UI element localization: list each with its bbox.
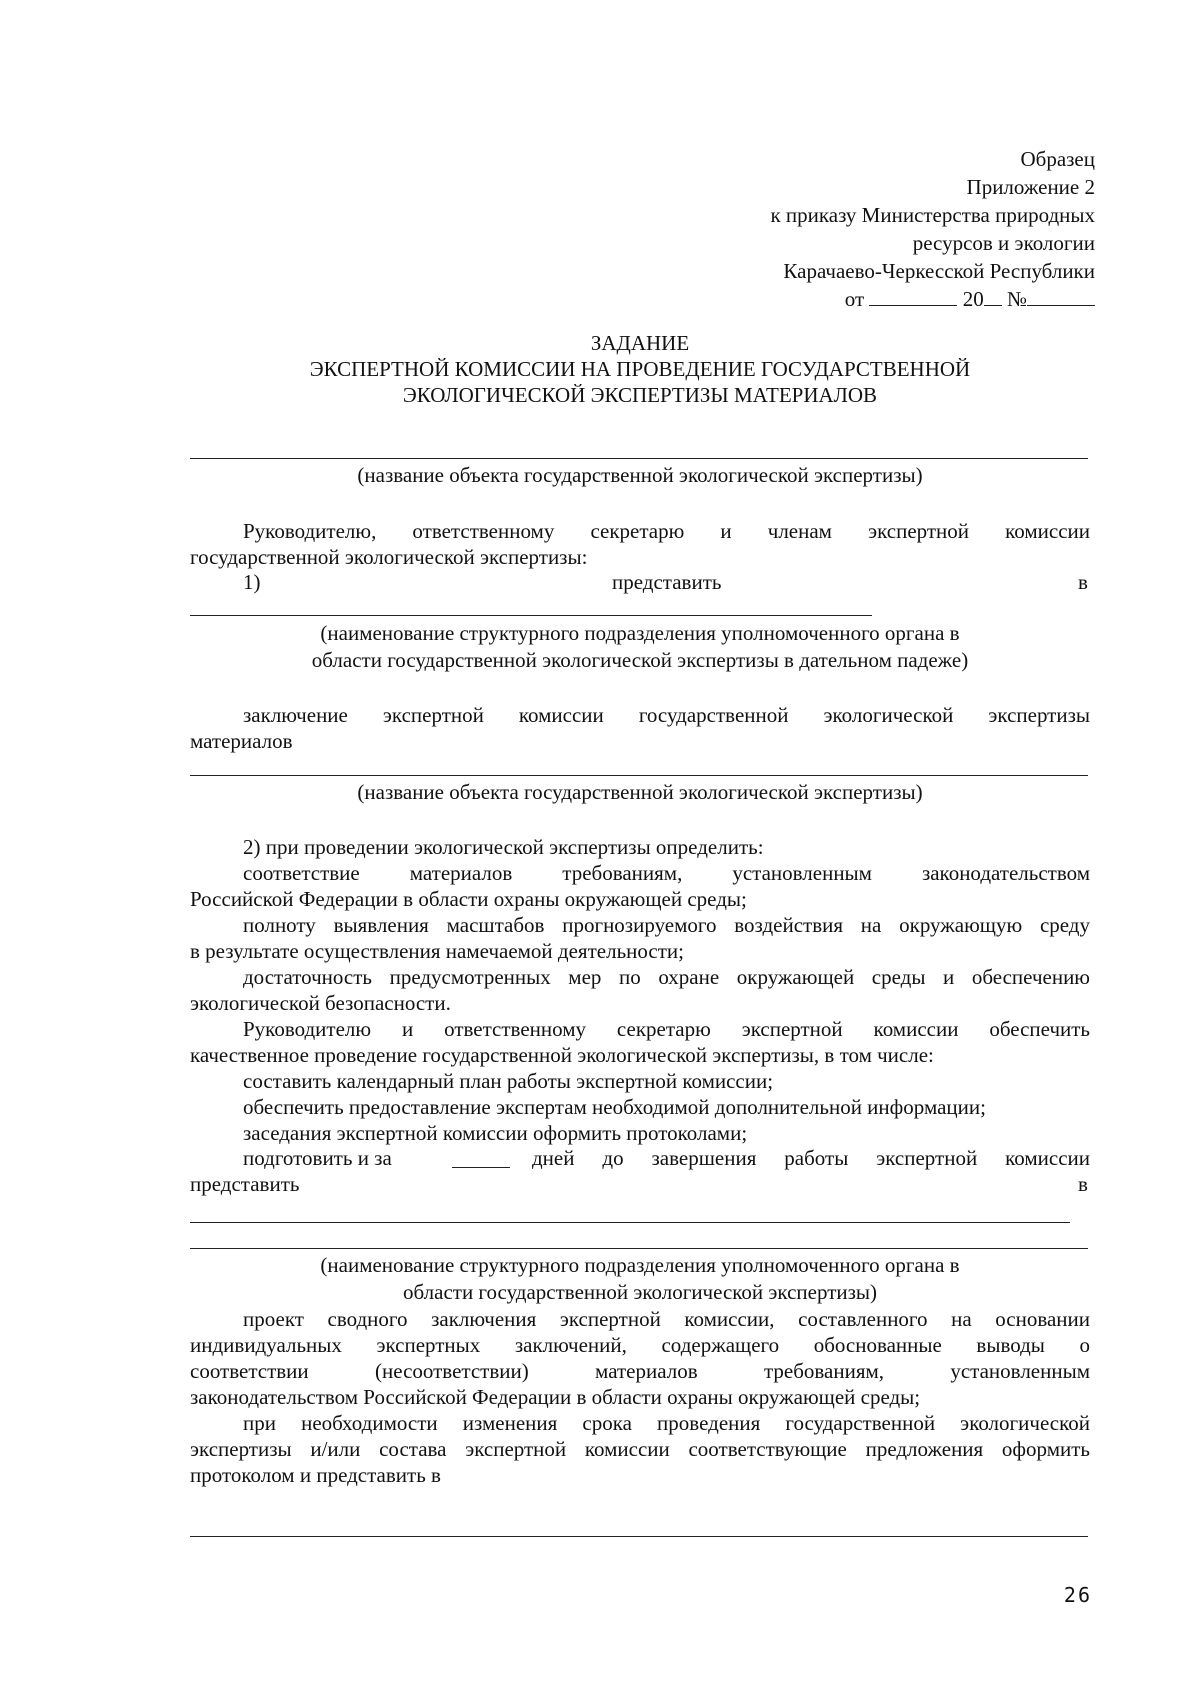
object-name-blank-1[interactable] — [190, 458, 1088, 459]
item-2-a-line-1: соответствие материалов требованиям, установленным законодательством — [243, 861, 1090, 885]
addressee-line-1: Руководителю, ответственному секретарю и членам экспертной комиссии — [243, 519, 1090, 543]
draft-line-2: индивидуальных экспертных заключений, содержащего обоснованные выводы о — [190, 1333, 1090, 1357]
division-caption-1-line-2: области государственной экологической экспертизы в дательном падеже) — [311, 648, 969, 672]
item-2-c-line-1: достаточность предусмотренных мер по охране окружающей среды и обеспечению — [243, 965, 1090, 989]
duty-d-line-2: представить — [190, 1172, 300, 1196]
item-1-number: 1) — [243, 570, 261, 594]
division-blank-1[interactable] — [190, 615, 872, 616]
division-blank-2b[interactable] — [190, 1248, 1088, 1249]
draft-line-4: законодательством Российской Федерации в области охраны окружающей среды; — [190, 1385, 921, 1409]
item-2-intro: 2) при проведении экологической экспертизы определить: — [243, 835, 764, 859]
division-caption-2 — [190, 1252, 1090, 1306]
date-blank[interactable] — [869, 287, 957, 306]
conclusion-line-1: заключение экспертной комиссии государственной экологической экспертизы — [243, 703, 1090, 727]
duty-line-1: Руководителю и ответственному секретарю экспертной комиссии обеспечить — [243, 1017, 1090, 1041]
order-date-line — [495, 285, 1095, 313]
addressee-line-2: государственной экологической экспертизы: — [190, 545, 588, 569]
object-name-blank-2[interactable] — [190, 775, 1088, 776]
item-1-in: в — [1078, 570, 1088, 594]
date-year-label: 20 — [962, 287, 984, 311]
conclusion-line-2: материалов — [190, 729, 293, 753]
duty-b: обеспечить предоставление экспертам необходимой дополнительной информации; — [243, 1095, 986, 1119]
item-2-b-line-2: в результате осуществления намечаемой деятельности; — [190, 939, 684, 963]
duty-d-in: в — [1078, 1172, 1088, 1196]
change-line-2: экспертизы и/или состава экспертной комиссии соответствующие предложения оформить — [190, 1437, 1090, 1461]
item-2-c-line-2: экологической безопасности. — [190, 991, 451, 1015]
object-name-caption-2: (название объекта государственной экологической экспертизы) — [357, 780, 923, 804]
draft-line-3: соответствии (несоответствии) материалов требованиям, установленным — [190, 1359, 1090, 1383]
date-from-label: от — [844, 287, 865, 311]
draft-paragraph — [190, 1306, 1090, 1488]
division-caption-2-line-1: (наименование структурного подразделения уполномоченного органа в — [320, 1253, 960, 1277]
page-number: 26 — [1063, 1583, 1092, 1607]
duty-d-prefix: подготовить и за — [243, 1146, 392, 1170]
conclusion-paragraph — [190, 702, 1090, 754]
order-line-1: к приказу Министерства природных — [770, 203, 1095, 227]
title-line-1: ЗАДАНИЕ — [590, 331, 690, 355]
item-2-a-line-2: Российской Федерации в области охраны окружающей среды; — [190, 887, 747, 911]
duty-line-2: качественное проведение государственной экологической экспертизы, в том числе: — [190, 1043, 934, 1067]
sample-label: Образец — [1020, 147, 1095, 171]
duty-c: заседания экспертной комиссии оформить протоколами; — [243, 1121, 748, 1145]
title-line-2: ЭКСПЕРТНОЙ КОМИССИИ НА ПРОВЕДЕНИЕ ГОСУДАРСТВЕННОЙ — [309, 357, 971, 381]
title-line-3: ЭКОЛОГИЧЕСКОЙ ЭКСПЕРТИЗЫ МАТЕРИАЛОВ — [402, 383, 878, 407]
object-name-caption-1: (название объекта государственной экологической экспертизы) — [357, 463, 923, 487]
change-line-3: протоколом и представить в — [190, 1463, 441, 1487]
duty-d-suffix: дней до завершения работы экспертной комиссии — [532, 1146, 1090, 1170]
division-caption-2-line-2: области государственной экологической экспертизы) — [402, 1280, 878, 1304]
number-blank[interactable] — [1027, 287, 1095, 306]
change-line-1: при необходимости изменения срока проведения государственной экологической — [243, 1411, 1090, 1435]
order-line-3: Карачаево-Черкесской Республики — [783, 259, 1095, 283]
draft-line-1: проект сводного заключения экспертной комиссии, составленного на основании — [243, 1307, 1090, 1331]
division-caption-1 — [190, 620, 1090, 674]
days-blank[interactable] — [452, 1167, 510, 1168]
duty-a: составить календарный план работы экспертной комиссии; — [243, 1069, 774, 1093]
document-title — [190, 330, 1090, 408]
item-1-present: представить — [612, 570, 722, 594]
division-blank-2a[interactable] — [190, 1222, 1070, 1223]
item-2-block — [190, 834, 1090, 1146]
division-caption-1-line-1: (наименование структурного подразделения уполномоченного органа в — [320, 621, 960, 645]
item-2-b-line-1: полноту выявления масштабов прогнозируемого воздействия на окружающую среду — [243, 913, 1090, 937]
appendix-label: Приложение 2 — [966, 175, 1095, 199]
final-division-blank[interactable] — [190, 1536, 1088, 1537]
number-sign-label: № — [1006, 287, 1027, 311]
year-blank[interactable] — [984, 287, 1002, 306]
addressee-paragraph — [190, 518, 1090, 570]
appendix-header — [495, 145, 1095, 313]
order-line-2: ресурсов и экологии — [912, 231, 1095, 255]
